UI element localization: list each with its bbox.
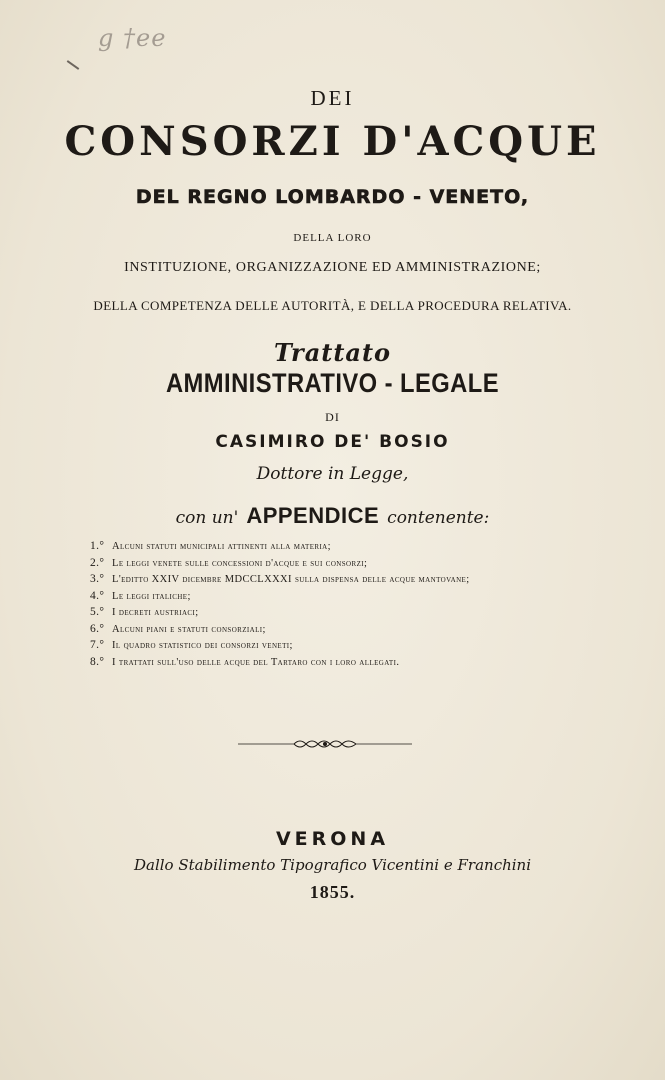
list-item <box>90 623 590 640</box>
treatise-type: AMMINISTRATIVO - LEGALE <box>165 368 500 398</box>
author-title: Dottore in Legge, <box>256 464 409 484</box>
della-loro: DELLA LORO <box>293 232 372 244</box>
item-text: I trattati sull'uso delle acque del Tartaro con i loro allegati. <box>112 656 400 668</box>
author-name: CASIMIRO DE' BOSIO <box>215 432 450 452</box>
subtitle: DEL REGNO LOMBARDO - VENETO, <box>135 186 530 208</box>
title-dei: DEI <box>310 86 355 110</box>
item-number: 7.° <box>90 639 105 651</box>
trattato-heading: Trattato <box>273 338 392 367</box>
imprint-city: VERONA <box>275 828 390 850</box>
list-item <box>90 639 590 656</box>
list-item <box>90 590 590 607</box>
contents-list <box>90 540 590 672</box>
appendix-suffix: contenente: <box>387 508 490 528</box>
item-text: Le leggi venete sulle concessioni d'acque e sui consorzi; <box>112 557 368 569</box>
list-item <box>90 557 590 574</box>
item-text: Alcuni statuti municipali attinenti alla materia; <box>112 541 331 552</box>
di-label: DI <box>325 410 340 424</box>
appendix-prefix: con un' <box>175 508 239 528</box>
main-title: CONSORZI D'ACQUE <box>64 118 601 165</box>
item-text: Alcuni piani e statuti consorziali; <box>112 623 266 635</box>
pencil-mark <box>67 60 80 70</box>
institution-line: INSTITUZIONE, ORGANIZZAZIONE ED AMMINISTRAZIONE; <box>124 260 541 275</box>
imprint-printer: Dallo Stabilimento Tipografico Vicentini e Franchini <box>133 856 532 874</box>
item-text: Le leggi italiche; <box>112 590 191 602</box>
item-text: Il quadro statistico dei consorzi veneti; <box>112 640 293 651</box>
item-number: 5.° <box>90 606 105 618</box>
list-item <box>90 606 590 623</box>
item-number: 3.° <box>90 573 105 585</box>
competence-line: DELLA COMPETENZA DELLE AUTORITÀ, E DELLA PROCEDURA RELATIVA. <box>93 298 572 313</box>
appendix-line <box>0 503 665 529</box>
item-text: L'editto XXIV dicembre MDCCLXXXI sulla dispensa delle acque mantovane; <box>112 574 470 585</box>
item-number: 4.° <box>90 589 105 602</box>
list-item <box>90 573 590 590</box>
item-text: I decreti austriaci; <box>112 607 199 618</box>
list-item <box>90 540 590 557</box>
ornament-divider-icon <box>238 736 412 752</box>
pencil-annotation: g †ee <box>98 24 167 52</box>
item-number: 1.° <box>90 540 105 552</box>
item-number: 8.° <box>90 655 105 668</box>
list-item <box>90 656 590 673</box>
appendix-word: APPENDICE <box>246 503 380 528</box>
item-number: 6.° <box>90 622 105 635</box>
item-number: 2.° <box>90 556 105 569</box>
imprint-year: 1855. <box>309 882 356 902</box>
